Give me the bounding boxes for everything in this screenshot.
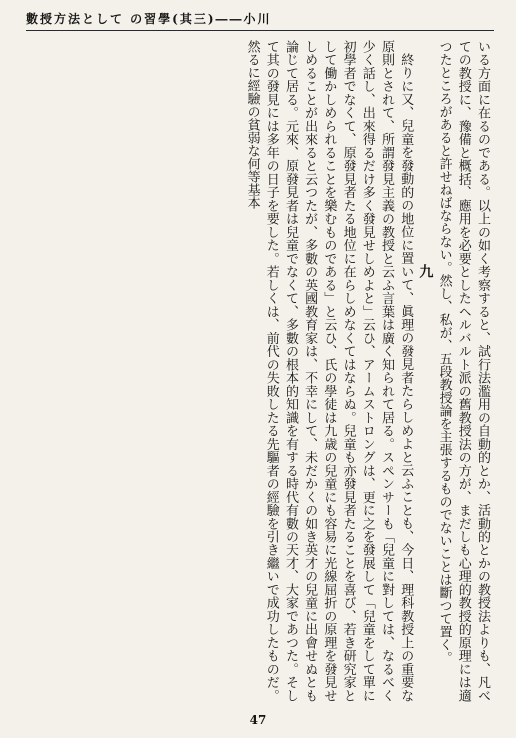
running-title: 數授方法として の習學(其三)――小川 (26, 12, 272, 26)
paragraph-1: いる方面に在るのである。以上の如く考察すると、試行法濫用の自動的とか、活動的とかの教授法よりも、凡べての教授に、豫備と概括、應用を必要としたヘルバルト派の舊教授法の方が、まだしも心理的教授的原理には適つたところがあると許せねばならない。然し、私が、五段教授論を主張するものでないことは斷つて置く。 (436, 40, 490, 702)
body-text (22, 40, 492, 702)
running-header (26, 8, 494, 31)
paragraph-2: 終りに又、兒童を發動的の地位に置いて、眞理の發見者たらしめよと云ふことも、今日、理科教授上の重要な原則とされて、所謂發見主義の教授と云ふ言葉は廣く知られて居る。スペンサーも「兒童に對しては、なるべく少く話し、出來得るだけ多く發見せしめよと」云ひ、アームストロングは、更に之を發展して「兒童をして單に初學者でなくて、原發見者たる地位に在らしめなくてはならぬ。兒童も亦發見者たることを喜び、若き研究家として働かしめられることを樂むものである」と云ひ、氏の學徒は九歳の兒童にも容易に光線屈折の原理を發見せしめることが出來ると云つたが、多數の英國教育家は、不幸にして、未だかくの如き英才の兒童に出會せぬとも論じて居る。元來、原發見者は兒童でなくて、多數の根本的知識を有する時代有數の天才、大家であつた。そして其の發見には多年の日子を要した。若しくは、前代の失敗したる先驅者の經驗を引き繼いで成功したものだ。然るに經驗の貧弱な何等基本 (244, 40, 414, 702)
page-number: 47 (249, 713, 267, 727)
section-numeral: 九 (417, 264, 434, 278)
